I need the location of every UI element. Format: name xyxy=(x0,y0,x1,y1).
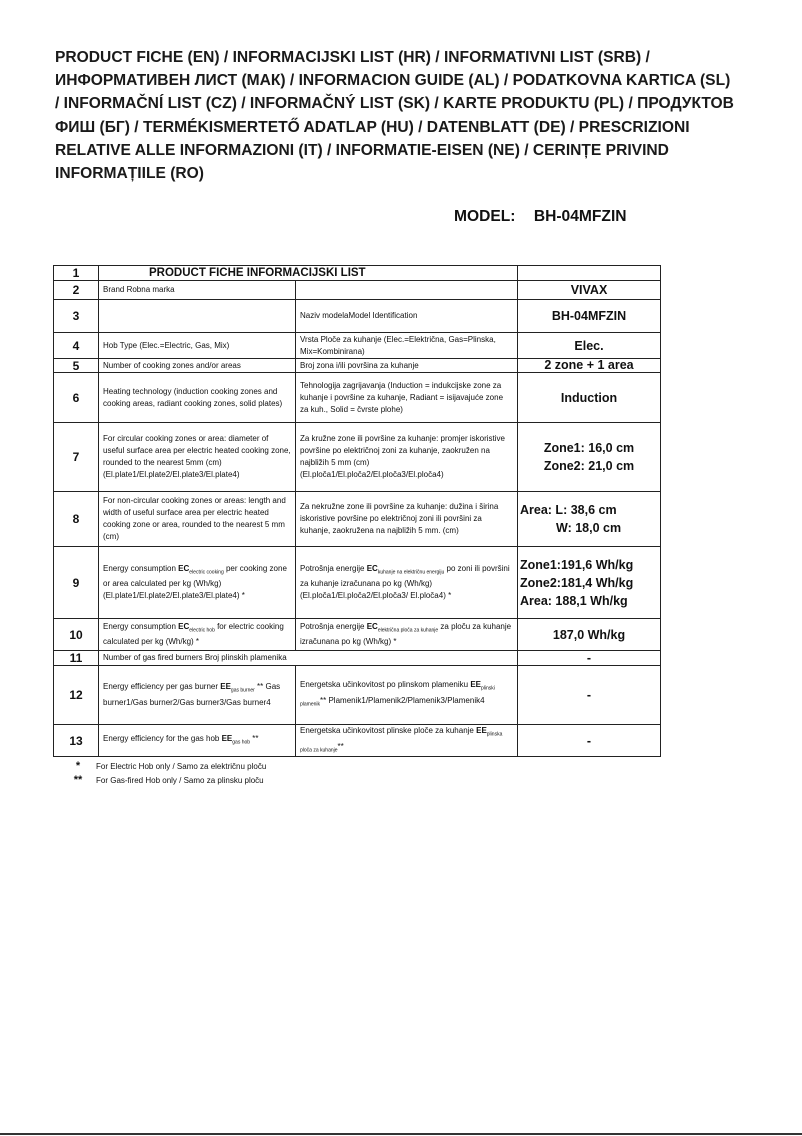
row-number: 3 xyxy=(54,300,99,333)
table-row xyxy=(54,651,661,666)
row-en-text: Energy consumption $EC_{electric cooking}$ per cooking zone or area calculated per kg (Wh/kg) (El.plate1/El.plate2/El.plate3/El.plate4) * xyxy=(99,547,296,619)
row-value: Induction xyxy=(518,373,661,423)
row-hr-text: Energetska učinkovitost po plinskom plameniku $EE_{plinski plamenik}**$ Plamenik1/Plamenik2/Plamenik3/Plamenik4 xyxy=(296,666,518,725)
row-number: 5 xyxy=(54,359,99,373)
table-row xyxy=(54,423,661,492)
zone2-diameter: Zone2: 21,0 cm xyxy=(543,459,635,473)
row-en-text: Number of cooking zones and/or areas xyxy=(99,359,296,373)
area-length: Area: L: 38,6 cm xyxy=(520,503,617,517)
row-hr-text: Za kružne zone ili površine za kuhanje: promjer iskoristive površine po električnoj zoni za kuhanje, zaokružen na najbližih 5 mm (cm) (El.ploča1/El.ploča2/El.ploča3/El.ploča4) xyxy=(296,423,518,492)
row-number: 11 xyxy=(54,651,99,666)
row-hr-text: Tehnologija zagrijavanja (Induction = indukcijske zone za kuhanje i površine za kuhanje, Radiant = isijavajuće zone za kuh., Solid = čvrste plohe) xyxy=(296,373,518,423)
model-label: MODEL: xyxy=(454,208,516,225)
table-row xyxy=(54,619,661,651)
footnotes xyxy=(60,759,266,787)
row-value: Elec. xyxy=(518,333,661,359)
row-value: 187,0 Wh/kg xyxy=(518,619,661,651)
model-value: BH-04MFZIN xyxy=(533,208,627,225)
row-value: - xyxy=(518,666,661,725)
footnote-mark: ** xyxy=(73,774,83,786)
table-row xyxy=(54,300,661,333)
area-consumption: Area: 188,1 Wh/kg xyxy=(520,593,628,608)
footnote-text: For Gas-fired Hob only / Samo za plinsku ploču xyxy=(96,775,264,785)
footnote xyxy=(60,759,266,773)
heading-line: RELATIVE ALLE INFORMAZIONI (IT) / INFORMATIE-EISEN (NE) / CERINȚE PRIVIND xyxy=(55,141,669,159)
table-header-title: PRODUCT FICHE INFORMACIJSKI LIST xyxy=(99,266,518,281)
table-row xyxy=(54,359,661,373)
header-value-cell xyxy=(518,266,661,281)
table-row xyxy=(54,666,661,725)
product-fiche-table xyxy=(53,265,661,757)
row-value: - xyxy=(518,725,661,757)
row-number: 6 xyxy=(54,373,99,423)
zone2-consumption: Zone2:181,4 Wh/kg xyxy=(520,575,634,590)
zone1-consumption: Zone1:191,6 Wh/kg xyxy=(520,557,634,572)
footnote xyxy=(60,773,266,787)
row-hr-text: Naziv modelaModel Identification xyxy=(296,300,518,333)
model-line xyxy=(454,208,627,226)
document-heading xyxy=(55,46,755,185)
row-hr-text: Broj zona i/ili površina za kuhanje xyxy=(296,359,518,373)
row-number: 8 xyxy=(54,492,99,547)
table-row xyxy=(54,333,661,359)
zone1-diameter: Zone1: 16,0 cm xyxy=(543,441,635,455)
table-row xyxy=(54,725,661,757)
row-hr-text: Za nekružne zone ili površine za kuhanje: dužina i širina iskoristive površine po električnoj zoni ili površini za kuhanje, zaokružena na najbližih 5 mm. (cm) xyxy=(296,492,518,547)
row-value: - xyxy=(518,651,661,666)
area-width: W: 18,0 cm xyxy=(556,521,622,535)
row-value xyxy=(518,547,661,619)
row-hr-text: Potrošnja energije $EC_{električna ploča za kuhanje}$ za ploču za kuhanje izračunana po kg (Wh/kg) * xyxy=(296,619,518,651)
footnote-text: For Electric Hob only / Samo za električnu ploču xyxy=(96,761,267,771)
row-value: BH-04MFZIN xyxy=(518,300,661,333)
row-value: VIVAX xyxy=(518,281,661,300)
row-en-text: Energy consumption $EC_{electric hob}$ for electric cooking calculated per kg (Wh/kg) * xyxy=(99,619,296,651)
row-en-text: Heating technology (induction cooking zones and cooking areas, radiant cooking zones, solid plates) xyxy=(99,373,296,423)
row-number: 2 xyxy=(54,281,99,300)
row-number: 1 xyxy=(54,266,99,281)
row-hr-text: Energetska učinkovitost plinske ploče za kuhanje $EE_{plinska ploča za kuhanje}**$ xyxy=(296,725,518,757)
table-row xyxy=(54,492,661,547)
row-value: 2 zone + 1 area xyxy=(518,359,661,373)
row-en-text: Energy efficiency for the gas hob $EE_{gas hob}$ ** xyxy=(99,725,296,757)
heading-line: / INFORMAČNÍ LIST (CZ) / INFORMAČNÝ LIST (SK) / KARTE PRODUKTU (PL) / ПРОДУКТОВ xyxy=(55,95,734,113)
row-hr-text: Potrošnja energije $EC_{kuhanje na električnu energiju}$ po zoni ili površini za kuhanje izračunana po kg (Wh/kg) (El.ploča1/El.ploča2/El.ploča3/ El.ploča4) * xyxy=(296,547,518,619)
row-en-text: Number of gas fired burners Broj plinskih plamenika xyxy=(99,651,518,666)
row-hr-text xyxy=(296,281,518,300)
table-row xyxy=(54,373,661,423)
row-value xyxy=(518,423,661,492)
row-number: 13 xyxy=(54,725,99,757)
row-en-text: Hob Type (Elec.=Electric, Gas, Mix) xyxy=(99,333,296,359)
row-number: 9 xyxy=(54,547,99,619)
row-en-text: For circular cooking zones or area: diameter of useful surface area per electric heated cooking zone, rounded to the nearest 5mm (cm) (El.plate1/El.plate2/El.plate3/El.plate4) xyxy=(99,423,296,492)
row-number: 12 xyxy=(54,666,99,725)
heading-line: ФИШ (БГ) / TERMÉKISMERTETŐ ADATLAP (HU) / DATENBLATT (DE) / PRESCRIZIONI xyxy=(55,118,690,136)
page-bottom-rule xyxy=(0,1133,802,1135)
row-hr-text: Vrsta Ploče za kuhanje (Elec.=Električna, Gas=Plinska, Mix=Kombinirana) xyxy=(296,333,518,359)
row-value xyxy=(518,492,661,547)
row-number: 7 xyxy=(54,423,99,492)
row-number: 10 xyxy=(54,619,99,651)
heading-line: INFORMAȚIILE (RO) xyxy=(55,165,204,183)
table-row xyxy=(54,547,661,619)
heading-line: ИНФОРМАТИВЕН ЛИСТ (МАК) / INFORMACION GUIDE (AL) / PODATKOVNA KARTICA (SL) xyxy=(55,72,731,90)
table-row xyxy=(54,281,661,300)
row-en-text: Brand Robna marka xyxy=(99,281,296,300)
row-number: 4 xyxy=(54,333,99,359)
heading-line: PRODUCT FICHE (EN) / INFORMACIJSKI LIST (HR) / INFORMATIVNI LIST (SRB) / xyxy=(55,49,650,66)
row-en-text xyxy=(99,300,296,333)
row-en-text: Energy efficiency per gas burner $EE_{gas burner}$ ** Gas burner1/Gas burner2/Gas burner3/Gas burner4 xyxy=(99,666,296,725)
row-en-text: For non-circular cooking zones or areas: length and width of useful surface area per electric heated cooking zone or area, rounded to the nearest 5 mm (cm) xyxy=(99,492,296,547)
footnote-mark: * xyxy=(75,760,81,772)
table-header-row xyxy=(54,266,661,281)
